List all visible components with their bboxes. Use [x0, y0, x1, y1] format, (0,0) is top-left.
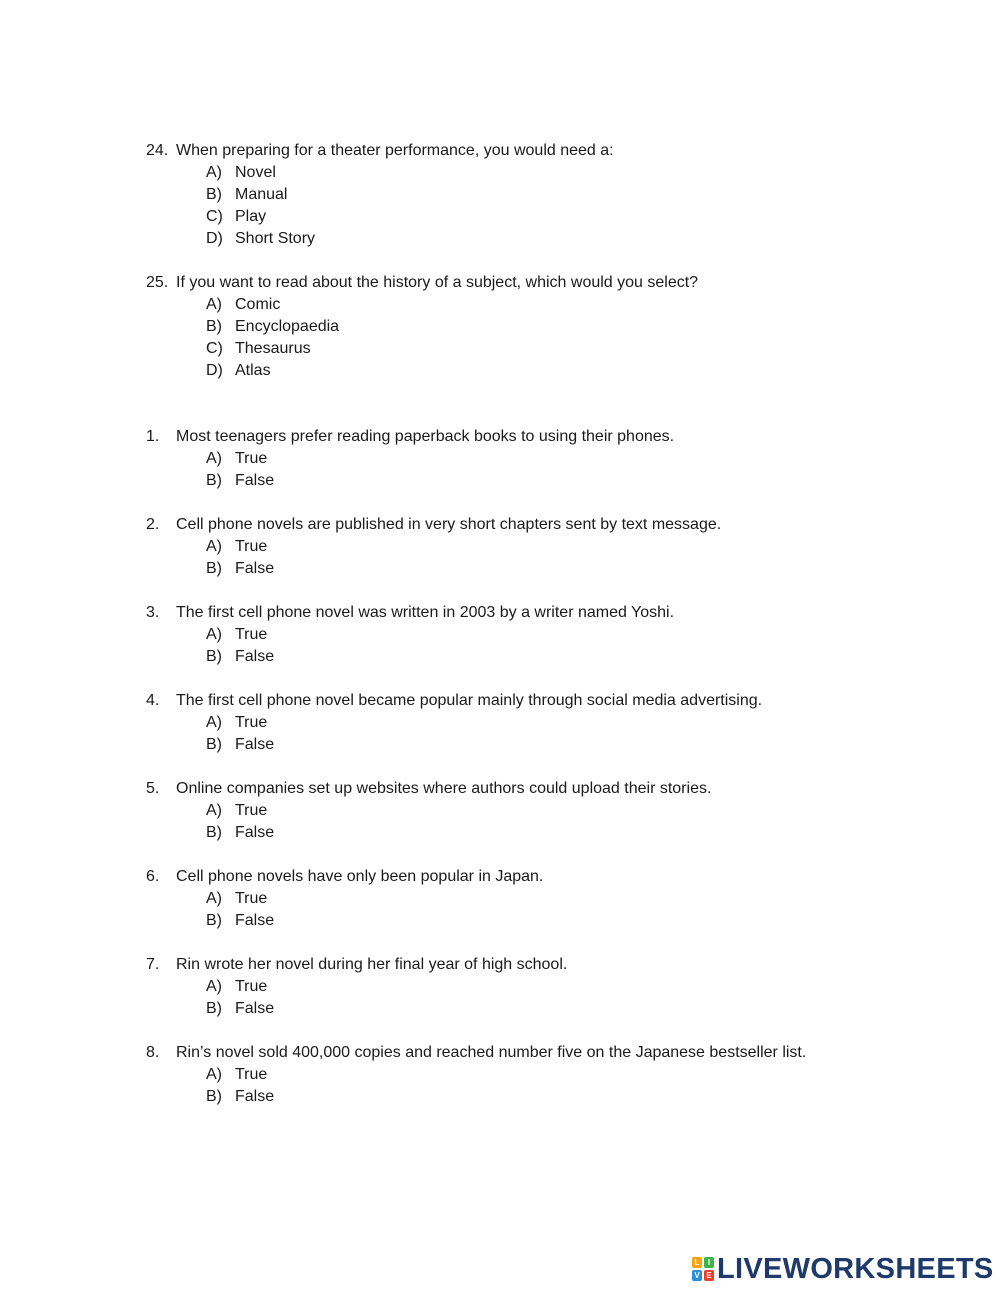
question-text: The first cell phone novel was written in 2003 by a writer named Yoshi. — [176, 604, 675, 621]
option-true[interactable] — [206, 536, 946, 558]
option-text: True — [235, 802, 268, 819]
option-true[interactable] — [206, 888, 946, 910]
option-text: Novel — [235, 164, 276, 181]
option-false[interactable] — [206, 734, 946, 756]
option-text: False — [235, 1088, 275, 1105]
option-text: Manual — [235, 186, 288, 203]
question-text: When preparing for a theater performance, you would need a: — [176, 142, 614, 159]
option-letter: D) — [206, 362, 223, 379]
worksheet — [146, 140, 946, 1108]
option-letter: A) — [206, 450, 222, 467]
brand-name: LIVEWORKSHEETS — [717, 1252, 994, 1285]
question-1 — [146, 426, 946, 492]
question-25 — [146, 272, 946, 382]
logo-tile-v: V — [692, 1270, 702, 1281]
option-letter: B) — [206, 318, 222, 335]
logo-tile-l: L — [692, 1257, 702, 1268]
question-number: 24. — [146, 142, 169, 159]
question-number: 4. — [146, 692, 160, 709]
option-letter: B) — [206, 472, 222, 489]
option-letter: B) — [206, 824, 222, 841]
live-logo-icon — [692, 1257, 714, 1281]
option-text: False — [235, 1000, 275, 1017]
option-b[interactable] — [206, 316, 946, 338]
question-text: Cell phone novels are published in very short chapters sent by text message. — [176, 516, 722, 533]
option-text: False — [235, 560, 275, 577]
option-false[interactable] — [206, 998, 946, 1020]
question-text: Most teenagers prefer reading paperback books to using their phones. — [176, 428, 675, 445]
option-list — [146, 976, 946, 1020]
option-text: True — [235, 538, 268, 555]
question-number: 6. — [146, 868, 160, 885]
option-letter: A) — [206, 164, 222, 181]
option-list — [146, 1064, 946, 1108]
option-text: False — [235, 736, 275, 753]
option-true[interactable] — [206, 712, 946, 734]
liveworksheets-logo — [692, 1253, 994, 1285]
question-number: 1. — [146, 428, 160, 445]
logo-tile-e: E — [704, 1270, 714, 1281]
option-true[interactable] — [206, 976, 946, 998]
option-letter: B) — [206, 560, 222, 577]
question-text: Online companies set up websites where authors could upload their stories. — [176, 780, 712, 797]
option-letter: A) — [206, 296, 222, 313]
option-letter: B) — [206, 736, 222, 753]
option-letter: B) — [206, 186, 222, 203]
option-list — [146, 162, 946, 250]
option-text: False — [235, 912, 275, 929]
option-text: False — [235, 824, 275, 841]
option-b[interactable] — [206, 184, 946, 206]
question-number: 2. — [146, 516, 160, 533]
option-text: False — [235, 648, 275, 665]
question-24 — [146, 140, 946, 250]
question-text: If you want to read about the history of a subject, which would you select? — [176, 274, 699, 291]
option-false[interactable] — [206, 470, 946, 492]
option-d[interactable] — [206, 360, 946, 382]
option-false[interactable] — [206, 910, 946, 932]
option-letter: B) — [206, 912, 222, 929]
option-text: True — [235, 890, 268, 907]
option-true[interactable] — [206, 800, 946, 822]
option-list — [146, 294, 946, 382]
logo-tile-i: I — [704, 1257, 714, 1268]
option-letter: C) — [206, 208, 223, 225]
option-false[interactable] — [206, 646, 946, 668]
option-true[interactable] — [206, 1064, 946, 1086]
option-a[interactable] — [206, 162, 946, 184]
option-list — [146, 624, 946, 668]
question-5 — [146, 778, 946, 844]
question-7 — [146, 954, 946, 1020]
question-text: Cell phone novels have only been popular in Japan. — [176, 868, 544, 885]
option-letter: A) — [206, 538, 222, 555]
option-letter: B) — [206, 648, 222, 665]
option-letter: C) — [206, 340, 223, 357]
option-text: True — [235, 1066, 268, 1083]
option-text: Short Story — [235, 230, 316, 247]
question-number: 5. — [146, 780, 160, 797]
option-text: True — [235, 626, 268, 643]
option-text: True — [235, 978, 268, 995]
option-a[interactable] — [206, 294, 946, 316]
question-text: Rin’s novel sold 400,000 copies and reached number five on the Japanese bestseller list. — [176, 1044, 807, 1061]
option-letter: A) — [206, 626, 222, 643]
question-number: 25. — [146, 274, 169, 291]
option-text: Thesaurus — [235, 340, 311, 357]
option-letter: A) — [206, 802, 222, 819]
option-false[interactable] — [206, 558, 946, 580]
option-list — [146, 536, 946, 580]
question-3 — [146, 602, 946, 668]
option-letter: B) — [206, 1088, 222, 1105]
option-c[interactable] — [206, 338, 946, 360]
question-6 — [146, 866, 946, 932]
question-8 — [146, 1042, 946, 1108]
option-list — [146, 800, 946, 844]
option-c[interactable] — [206, 206, 946, 228]
option-text: Comic — [235, 296, 281, 313]
option-false[interactable] — [206, 822, 946, 844]
option-text: Encyclopaedia — [235, 318, 340, 335]
option-list — [146, 712, 946, 756]
option-false[interactable] — [206, 1086, 946, 1108]
question-number: 3. — [146, 604, 160, 621]
question-text: The first cell phone novel became popular mainly through social media advertising. — [176, 692, 763, 709]
option-text: False — [235, 472, 275, 489]
question-2 — [146, 514, 946, 580]
option-letter: A) — [206, 890, 222, 907]
option-letter: A) — [206, 714, 222, 731]
option-letter: B) — [206, 1000, 222, 1017]
question-number: 7. — [146, 956, 160, 973]
option-text: Atlas — [235, 362, 271, 379]
question-number: 8. — [146, 1044, 160, 1061]
option-true[interactable] — [206, 624, 946, 646]
option-letter: D) — [206, 230, 223, 247]
option-true[interactable] — [206, 448, 946, 470]
question-text: Rin wrote her novel during her final year of high school. — [176, 956, 568, 973]
option-text: Play — [235, 208, 267, 225]
question-4 — [146, 690, 946, 756]
option-text: True — [235, 714, 268, 731]
option-list — [146, 888, 946, 932]
option-text: True — [235, 450, 268, 467]
option-letter: A) — [206, 1066, 222, 1083]
option-d[interactable] — [206, 228, 946, 250]
option-list — [146, 448, 946, 492]
option-letter: A) — [206, 978, 222, 995]
